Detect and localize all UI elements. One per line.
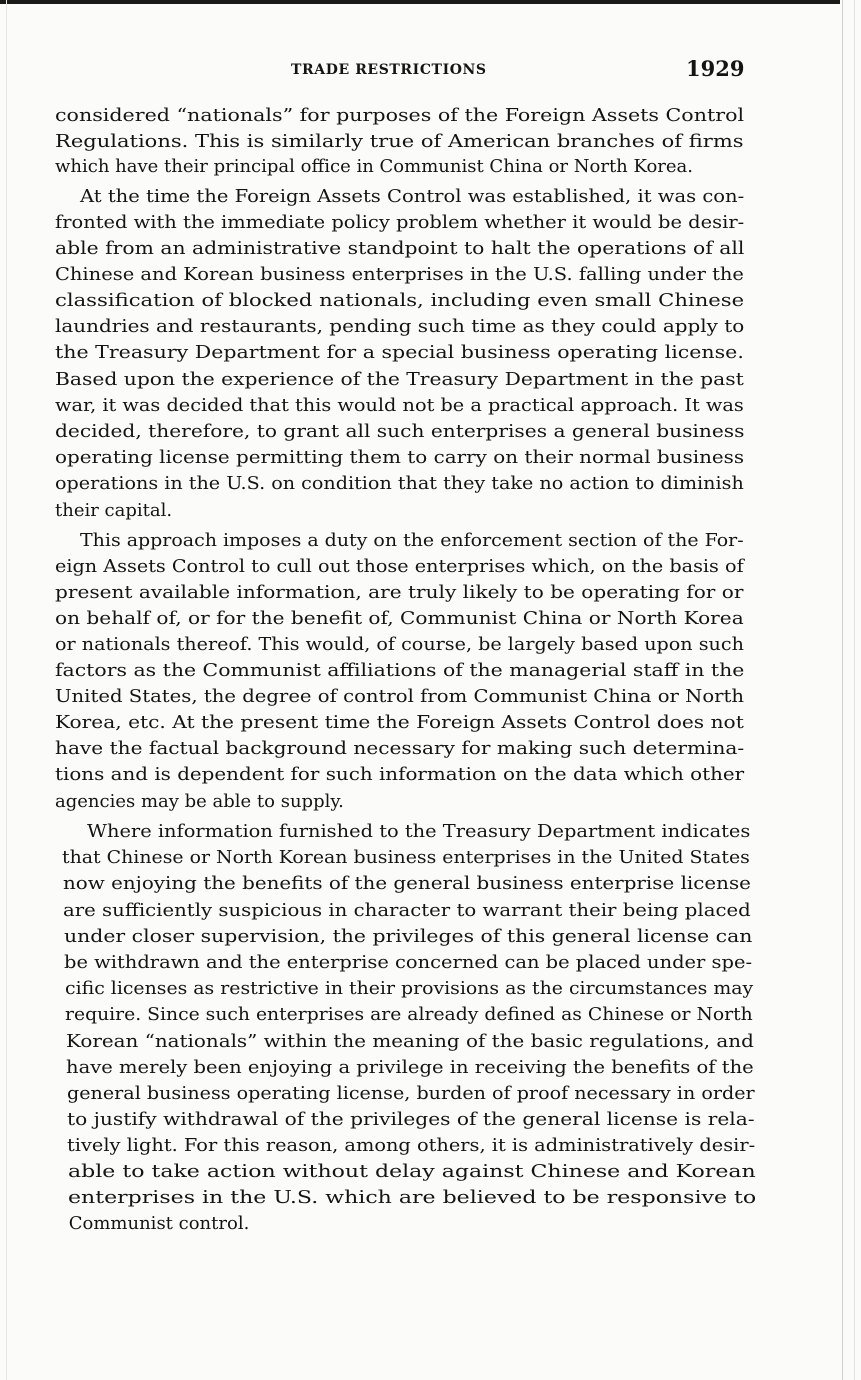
text-line: that Chinese or North Korean business enterprises in the United States [62,847,751,868]
text-line: agencies may be able to supply. [55,791,344,812]
text-line: be withdrawn and the enterprise concerned can be placed under spe- [64,952,753,973]
text-line: United States, the degree of control from Communist China or North [55,686,745,707]
text-line: Regulations. This is similarly true of American branches of firms [55,131,744,152]
text-line: to justify withdrawal of the privileges of the general license is rela- [66,1109,755,1130]
text-line: present available information, are truly likely to be operating for or [55,582,744,603]
text-line: Communist control. [68,1213,250,1234]
text-line: tively light. For this reason, among others, it is administratively desir- [67,1135,756,1156]
text-line: At the time the Foreign Assets Control was established, it was con- [80,186,745,207]
text-line: which have their principal office in Communist China or North Korea. [55,156,693,177]
text-line: tions and is dependent for such information on the data which other [55,764,745,785]
text-line: require. Since such enterprises are already defined as Chinese or North [65,1004,753,1025]
text-line: war, it was decided that this would not be a practical approach. It was [55,395,744,416]
text-line: the Treasury Department for a special business operating license. [55,342,744,363]
text-line: Korea, etc. At the present time the Foreign Assets Control does not [55,712,744,733]
text-line: fronted with the immediate policy problem whether it would be desir- [55,212,745,233]
text-line: have merely been enjoying a privilege in receiving the benefits of the [66,1057,754,1078]
page-edge-left [6,0,7,1380]
page-number: 1929 [686,56,745,81]
text-line: under closer supervision, the privileges of this general license can [63,926,753,947]
text-line: operations in the U.S. on condition that they take no action to diminish [55,473,744,494]
text-line: able from an administrative standpoint to halt the operations of all [55,238,745,259]
text-line: This approach imposes a duty on the enforcement section of the For- [80,530,744,551]
text-line: their capital. [55,500,173,521]
text-line: Where information furnished to the Treasury Department indicates [87,821,751,842]
text-line: laundries and restaurants, pending such time as they could apply to [55,316,745,337]
page-edge-right [842,0,843,1380]
text-line: general business operating license, burden of proof necessary in order [66,1083,755,1104]
text-line: decided, therefore, to grant all such enterprises a general business [55,421,745,442]
text-line: considered “nationals” for purposes of the Foreign Assets Control [55,105,745,126]
text-line: Chinese and Korean business enterprises in the U.S. falling under the [55,264,744,285]
text-line: enterprises in the U.S. which are believed to be responsive to [68,1187,757,1208]
text-line: or nationals thereof. This would, of course, be largely based upon such [55,634,744,655]
text-line: on behalf of, or for the benefit of, Communist China or North Korea [55,608,744,629]
text-line: cific licenses as restrictive in their provisions as the circumstances may [64,978,753,999]
text-line: have the factual background necessary for making such determina- [55,738,745,759]
text-line: Based upon the experience of the Treasury Department in the past [55,369,744,390]
text-line: now enjoying the benefits of the general business enterprise license [62,873,751,894]
running-header-title: TRADE RESTRICTIONS [291,62,487,78]
text-line: eign Assets Control to cull out those enterprises which, on the basis of [55,556,744,577]
text-line: operating license permitting them to carry on their normal business [55,447,745,468]
text-line: Korean “nationals” within the meaning of the basic regulations, and [65,1031,754,1052]
text-line: classification of blocked nationals, including even small Chinese [55,290,745,311]
page-edge-right-outer [854,0,855,1380]
text-line: able to take action without delay against Chinese and Korean [67,1161,756,1182]
text-line: are sufficiently suspicious in character to warrant their being placed [63,900,752,921]
text-line: factors as the Communist affiliations of the managerial staff in the [55,660,745,681]
top-border-rule [0,0,840,4]
